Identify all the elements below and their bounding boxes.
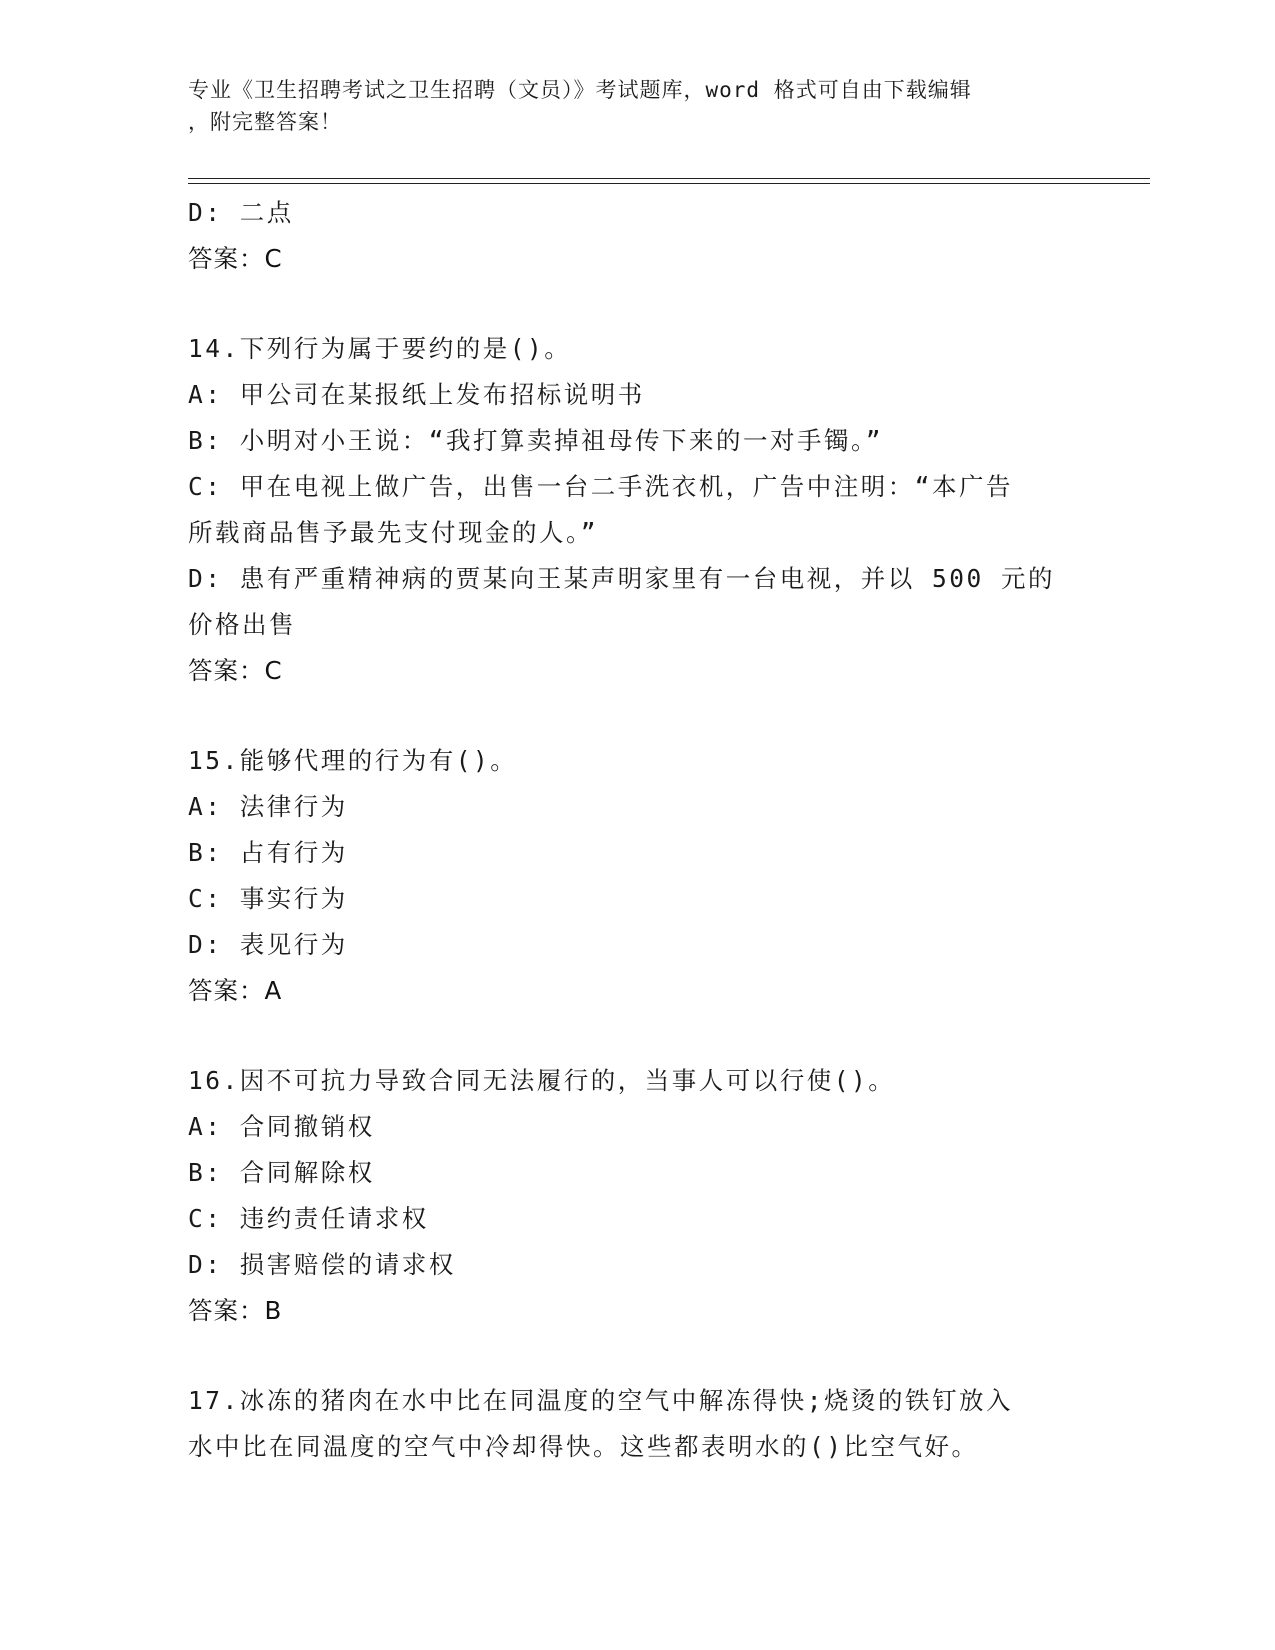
option-c: C: 甲在电视上做广告，出售一台二手洗衣机，广告中注明：“本广告 bbox=[188, 472, 1013, 501]
option-d: D: 表见行为 bbox=[188, 930, 348, 959]
header-divider-top bbox=[188, 178, 1150, 179]
header-line-2: ，附完整答案！ bbox=[188, 110, 342, 134]
option-b: B: 占有行为 bbox=[188, 838, 348, 867]
option-b: B: 小明对小王说：“我打算卖掉祖母传下来的一对手镯。” bbox=[188, 426, 883, 455]
question-stem-continued: 水中比在同温度的空气中冷却得快。这些都表明水的()比空气好。 bbox=[188, 1432, 979, 1461]
answer-line: 答案：C bbox=[188, 244, 283, 273]
question-block bbox=[188, 326, 1088, 694]
option-c-continued: 所载商品售予最先支付现金的人。” bbox=[188, 518, 598, 547]
question-block bbox=[188, 190, 1088, 282]
question-stem: 17.冰冻的猪肉在水中比在同温度的空气中解冻得快;烧烫的铁钉放入 bbox=[188, 1386, 1013, 1415]
option-d: D: 二点 bbox=[188, 198, 294, 227]
option-c: C: 事实行为 bbox=[188, 884, 348, 913]
option-c: C: 违约责任请求权 bbox=[188, 1204, 429, 1233]
question-stem: 14.下列行为属于要约的是()。 bbox=[188, 334, 572, 363]
option-d: D: 患有严重精神病的贾某向王某声明家里有一台电视，并以 500 元的 bbox=[188, 564, 1055, 593]
question-stem: 16.因不可抗力导致合同无法履行的，当事人可以行使()。 bbox=[188, 1066, 896, 1095]
question-stem: 15.能够代理的行为有()。 bbox=[188, 746, 518, 775]
answer-line: 答案：C bbox=[188, 656, 283, 685]
answer-line: 答案：B bbox=[188, 1296, 283, 1325]
option-d-continued: 价格出售 bbox=[188, 610, 296, 639]
question-block bbox=[188, 1058, 1088, 1334]
spacer bbox=[188, 694, 1088, 738]
header-divider-bottom bbox=[188, 183, 1150, 184]
answer-line: 答案：A bbox=[188, 976, 283, 1005]
option-b: B: 合同解除权 bbox=[188, 1158, 375, 1187]
option-a: A: 甲公司在某报纸上发布招标说明书 bbox=[188, 380, 645, 409]
question-block bbox=[188, 738, 1088, 1014]
header-line-1: 专业《卫生招聘考试之卫生招聘（文员）》考试题库，word 格式可自由下载编辑 bbox=[188, 78, 972, 102]
option-a: A: 法律行为 bbox=[188, 792, 348, 821]
question-list bbox=[188, 190, 1088, 1470]
option-a: A: 合同撤销权 bbox=[188, 1112, 375, 1141]
question-block bbox=[188, 1378, 1088, 1470]
spacer bbox=[188, 1014, 1088, 1058]
spacer bbox=[188, 1334, 1088, 1378]
document-header bbox=[188, 74, 1088, 138]
option-d: D: 损害赔偿的请求权 bbox=[188, 1250, 456, 1279]
spacer bbox=[188, 282, 1088, 326]
